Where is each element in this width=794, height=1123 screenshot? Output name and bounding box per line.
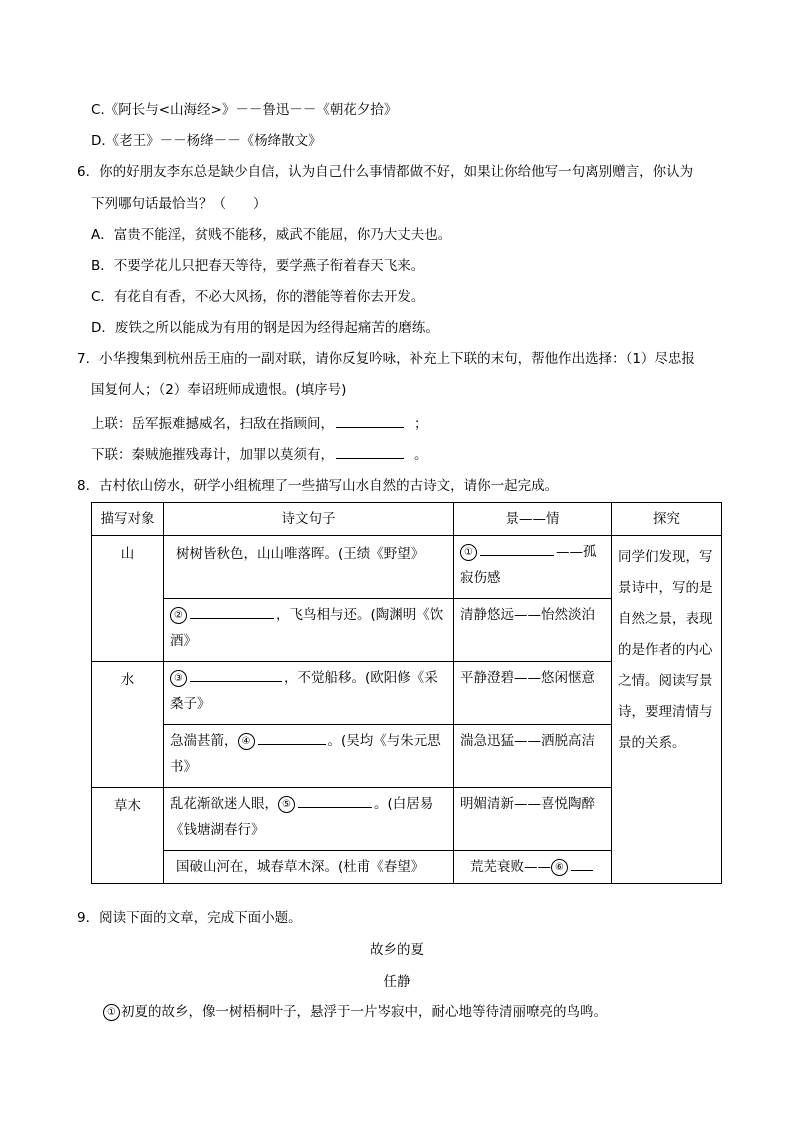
- question-6-option-c: C．有花自有香，不必大风扬，你的潜能等着你去开发。: [91, 289, 425, 305]
- option-c-prev: C.《阿长与<山海经>》－－鲁迅－－《朝花夕拾》: [91, 102, 398, 118]
- lower-couplet-text: 下联：秦贼施摧残毒计，加罪以莫须有，: [91, 447, 334, 463]
- article-paragraph-1: ① 初夏的故乡，像一树梧桐叶子，悬浮于一片岑寂中，耐心地等待清丽嘹亮的鸟鸣。: [103, 1002, 607, 1022]
- circled-number: ③: [170, 670, 187, 687]
- question-7-stem: 7．小华搜集到杭州岳王庙的一副对联，请你反复吟咏，补充上下联的末句，帮他作出选择：（1）尽忠报: [77, 351, 695, 367]
- header-scene-emotion: 景——情: [454, 503, 612, 536]
- upper-couplet-text: 上联：岳军振难撼威名，扫敌在指顾间，: [91, 416, 334, 432]
- category-water: 水: [92, 662, 164, 788]
- row3-poem: ③ ，不觉船移。(欧阳修《采桑子》: [164, 662, 454, 725]
- blank-4[interactable]: [258, 729, 326, 745]
- upper-couplet-blank[interactable]: [336, 412, 404, 428]
- article-title: 故乡的夏: [370, 942, 424, 958]
- category-plants: 草木: [92, 788, 164, 884]
- poem-table: [91, 502, 722, 884]
- question-7-stem-cont: 国复何人；（2）奉诏班师成遗恨。(填序号): [91, 382, 347, 398]
- lower-couplet-suffix: 。: [414, 447, 428, 463]
- blank-3[interactable]: [190, 666, 282, 682]
- circled-number: ②: [170, 607, 187, 624]
- row5-poem: 乱花渐欲迷人眼， ⑤ 。(白居易《钱塘湖春行》: [164, 788, 454, 851]
- blank-5[interactable]: [298, 792, 372, 808]
- upper-couplet-suffix: ；: [414, 416, 428, 432]
- question-8-stem: 8．古村依山傍水，研学小组梳理了一些描写山水自然的古诗文，请你一起完成。: [77, 478, 559, 494]
- row6-poem: 国破山河在，城春草木深。(杜甫《春望》: [164, 851, 454, 884]
- blank-2[interactable]: [190, 603, 274, 619]
- question-9-stem: 9．阅读下面的文章，完成下面小题。: [77, 910, 302, 926]
- question-6-stem-cont: 下列哪句话最恰当？（ ）: [91, 196, 267, 212]
- explore-note: 同学们发现，写景诗中，写的是自然之景，表现的是作者的内心之情。阅读写景诗，要理清情与景的关系。: [612, 536, 722, 884]
- header-sentence: 诗文句子: [164, 503, 454, 536]
- question-7-upper-couplet: [91, 412, 428, 434]
- row3-scene-emotion: 平静澄碧——悠闲惬意: [454, 662, 612, 725]
- category-mountain: 山: [92, 536, 164, 662]
- option-d-prev: D.《老王》－－杨绛－－《杨绛散文》: [91, 133, 322, 149]
- row6-scene-emotion: 荒芜衰败—— ⑥: [454, 851, 612, 884]
- row4-scene-emotion: 湍急迅猛——洒脱高洁: [454, 725, 612, 788]
- question-6-option-b: B．不要学花儿只把春天等待，要学燕子衔着春天飞来。: [91, 258, 425, 274]
- blank-6[interactable]: [571, 855, 593, 871]
- lower-couplet-blank[interactable]: [336, 443, 404, 459]
- row1-poem: 树树皆秋色，山山唯落晖。(王绩《野望》: [164, 536, 454, 599]
- row2-poem: ② ，飞鸟相与还。(陶渊明《饮酒》: [164, 599, 454, 662]
- question-6-option-a: A．富贵不能淫，贫贱不能移，威武不能屈，你乃大丈夫也。: [91, 227, 452, 243]
- row4-poem: 急湍甚箭， ④ 。(吴均《与朱元思书》: [164, 725, 454, 788]
- header-explore: 探究: [612, 503, 722, 536]
- circled-number: ①: [103, 1004, 120, 1021]
- circled-number: ④: [238, 733, 255, 750]
- question-6-stem: 6．你的好朋友李东总是缺少自信，认为自己什么事情都做不好，如果让你给他写一句离别赠言，你认为: [77, 164, 694, 180]
- row5-scene-emotion: 明媚清新——喜悦陶醉: [454, 788, 612, 851]
- circled-number: ⑥: [551, 859, 568, 876]
- circled-number: ①: [460, 544, 477, 561]
- table-row: [92, 536, 722, 599]
- question-6-option-d: D．废铁之所以能成为有用的钢是因为经得起痛苦的磨练。: [91, 320, 439, 336]
- header-object: 描写对象: [92, 503, 164, 536]
- article-author: 任静: [383, 974, 411, 990]
- row1-scene-emotion: ① ——孤寂伤感: [454, 536, 612, 599]
- question-7-lower-couplet: [91, 443, 428, 465]
- table-header-row: [92, 503, 722, 536]
- circled-number: ⑤: [278, 796, 295, 813]
- blank-1[interactable]: [480, 540, 554, 556]
- row2-scene-emotion: 清静悠远——怡然淡泊: [454, 599, 612, 662]
